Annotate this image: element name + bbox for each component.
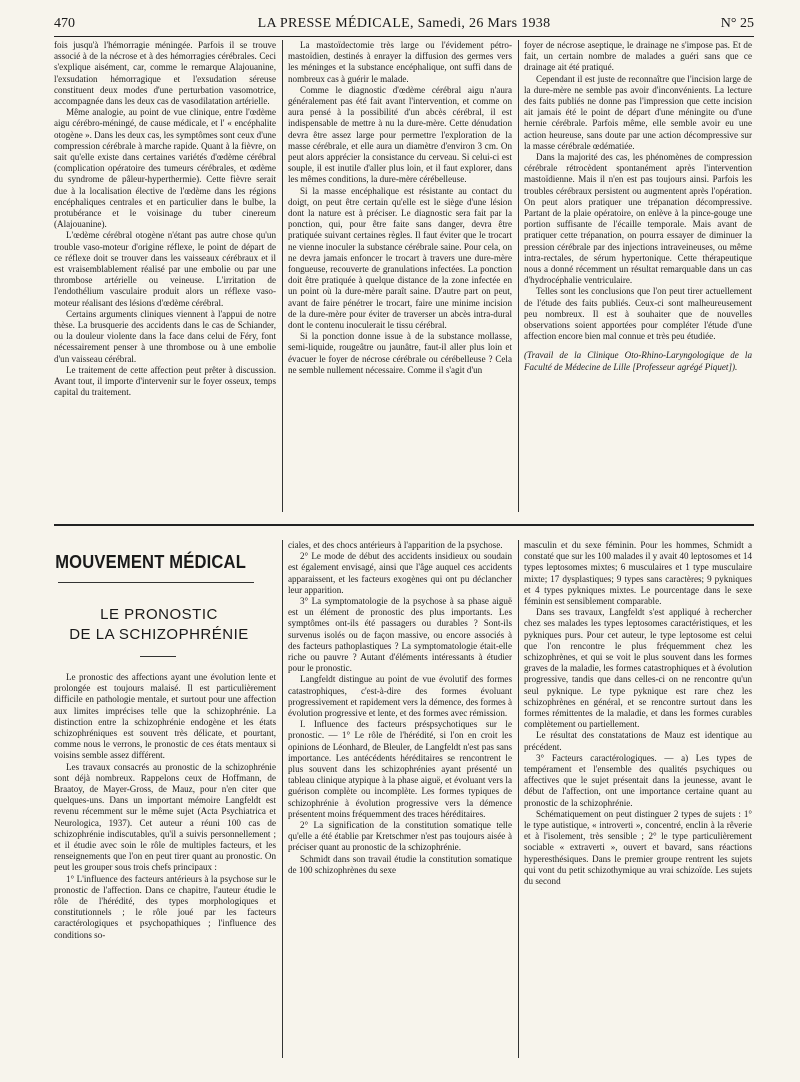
paragraph: Schmidt dans son travail étudie la constitution somatique de 100 schizophrènes du sexe (288, 853, 512, 875)
column-divider (282, 40, 283, 512)
column-divider (518, 540, 519, 1058)
paragraph: Telles sont les conclusions que l'on peut tirer actuellement de l'étude des faits publiés. Ceux-ci sont malheureusement peu nombreux. Il est à souhaiter que de nouvelles observations soient apportées pour compléter l'étude d'une affection encore bien mal connue et très peu étudiée. (524, 286, 752, 342)
column-divider (518, 40, 519, 512)
article-separator (54, 524, 754, 526)
title-rule (140, 656, 176, 657)
paragraph: Certains arguments cliniques viennent à l'appui de notre thèse. La brusquerie des accidents dans le cas de Schiander, ou la douleur violente dans la face dans celui de Féry, font nécessairement penser à une thrombose ou à une embolie d'un vaisseau cérébral. (54, 308, 276, 364)
article-title-line-2: DE LA SCHIZOPHRÉNIE (69, 626, 249, 643)
paragraph: Même analogie, au point de vue clinique, entre l'œdème aigu cérébro-méningé, de cause médicale, et l' « encéphalite otogène ». Dans les deux cas, les symptômes sont ceux d'une compression cérébrale à marche rapide. Quant à la fièvre, on sait qu'elle existe dans certaines variétés d'œdème cérébral (complication opératoire des tumeurs cérébrales, et œdème du syndrome de pâleur-hyperthermie). Cette fièvre serait due à la localisation élective de l'œdème dans les régions encéphaliques centrales et en particulier dans le bulbe, la protubérance et le voisinage du tuber cinereum (Alajouanine). (54, 107, 276, 230)
paragraph: La mastoïdectomie très large ou l'évidement pétro-mastoïdien, destinés à enrayer la diffusion des germes vers les méninges et la substance encéphalique, ont suffi dans de nombreux cas à guérir le malade. (288, 40, 512, 84)
paragraph: 1° L'influence des facteurs antérieurs à la psychose sur le pronostic de l'affection. Dans ce chapitre, l'auteur étudie le rôle de l'hérédité, des types morphologiques et constitutionnels ; le rôle joué par les facteurs caractérologiques et psychopathiques ; l'influence des conditions so- (54, 873, 276, 940)
page-number: 470 (54, 16, 75, 31)
paragraph: Le pronostic des affections ayant une évolution lente et prolongée est toujours malaisé. Il est particulièrement difficile en pathologie mentale, et surtout pour une affection aux limites imprécises telle que la schizophrénie. La distinction entre la schizophrénie endogène et les états schizophréniques est souvent très délicate, et pourtant, comme nous le verrons, le pronostic de ces états mentaux si voisins semble assez différent. (54, 672, 276, 761)
paragraph: Si la masse encéphalique est résistante au contact du doigt, on peut être certain qu'elle est le siège d'une lésion dont la nature est à préciser. Le diagnostic sera fait par la ponction, qui, pour être faite sans danger, devra être pratiquée suivant certaines règles. Il faut éviter que le trocart ne vienne inoculer la substance cérébrale saine. Pour cela, on ne devra jamais enfoncer le trocart à travers une dure-mère fongueuse, recouverte de granulations infectées. La ponction doit être pratiquée à quelque distance de la zone infectée en un point où la dure-mère paraît saine. D'autre part on peut, avant de faire pénétrer le trocart, faire une minime incision de la dure-mère pour éviter de traverser un abcès intra-dural dont le contenu inoculerait le tissu cérébral. (288, 185, 512, 331)
top-column-1 (54, 40, 276, 514)
bottom-column-2 (288, 540, 512, 1058)
paragraph: L'œdème cérébral otogène n'étant pas autre chose qu'un trouble vaso-moteur d'origine réflexe, le point de départ de ce réflexe doit se trouver dans les vaisseaux cérébraux et il est vraisemblablement réalisé par une embolie ou par une thrombose artérielle ou veineuse. L'irritation de l'endothélium vasculaire produit alors un réflexe vaso-moteur réalisant des lésions d'œdème cérébral. (54, 230, 276, 308)
paragraph: ciales, et des chocs antérieurs à l'apparition de la psychose. (288, 540, 503, 550)
paragraph: Les travaux consacrés au pronostic de la schizophrénie sont déjà nombreux. Rappelons ceux de Hoffmann, de Braatoy, de Mayer-Gross, de Mauz, pour n'en citer que quelques-uns. Dans un important mémoire Langfeldt est revenu récemment sur le même sujet (Acta Psychiatrica et Neurologica, 1937). Cet auteur a réuni 100 cas de schizophrénie indiscutables, qu'il a suivis personnellement ; et il étudie avec soin le rôle de multiples facteurs, et les renseignements que l'on en peut tirer quant au pronostic. On peut les grouper sous trois chefs principaux : (54, 761, 276, 873)
paragraph: Le traitement de cette affection peut prêter à discussion. Avant tout, il importe d'intervenir sur le foyer osseux, temps capital du traitement. (54, 364, 276, 398)
article-credit: (Travail de la Clinique Oto-Rhino-Laryngologique de la Faculté de Médecine de Lille [Professeur agrégé Piquet]). (524, 350, 752, 372)
paragraph: Si la ponction donne issue à de la substance mollasse, semi-liquide, rougeâtre ou jaunâtre, faut-il aller plus loin et évacuer le foyer de nécrose cérébrale ou cérébelleuse ? Cela ne semble nullement nécessaire. Comme il s'agit d'un (288, 331, 512, 375)
paragraph: I. Influence des facteurs préspsychotiques sur le pronostic. — 1° Le rôle de l'hérédité, si l'on en croit les opinions de Léonhard, de Bleuler, de Langfeldt n'est pas sans importance. Les antécédents héréditaires se rencontrent le plus souvent dans les schizophrénies ayant présenté un tableau clinique atypique à la phase aiguë, et évoluant vers la guérison complète ou incomplète. Les formes typiques de schizophrénie à évolution progressive vers la démence présentent moins fréquemment des traces héréditaires. (288, 719, 512, 819)
paragraph: Comme le diagnostic d'œdème cérébral aigu n'aura généralement pas été fait avant l'intervention, et comme on aura pensé à la possibilité d'un abcès cérébral, il est indispensable de mettre à nu la dure-mère. Cette dénudation devra être assez large pour permettre l'exploration de la masse cérébrale, et elle aura un diamètre d'environ 3 cm. On peut alors apprécier la consistance du cerveau. Si celui-ci est souple, il est inutile d'aller plus loin, et il faut explorer, dans les mêmes conditions, la dure-mère cérébelleuse. (288, 84, 512, 185)
top-column-2 (288, 40, 512, 514)
paragraph: Cependant il est juste de reconnaître que l'incision large de la dure-mère ne semble pas avoir d'inconvénients. La lecture des faits publiés ne donne pas l'impression que cette incision ait jamais été le point de départ d'une méningite ou d'une hernie cérébrale. Parfois même, elle semble avoir eu une action heureuse, sans doute par une action décompressive sur la masse cérébrale œdématiée. (524, 73, 752, 151)
paragraph: 3° Facteurs caractérologiques. — a) Les types de tempérament et l'ensemble des qualités psychiques ou affectives que le sujet présentait dans la jeunesse, avant le début de l'affection, ont une importance certaine quant au pronostic de la schizophrénie. (524, 752, 752, 808)
article-title-line-1: LE PRONOSTIC (100, 606, 218, 623)
section-title: MOUVEMENT MÉDICAL (55, 552, 247, 572)
paragraph: Schématiquement on peut distinguer 2 types de sujets : 1° le type autistique, « introverti », concentré, enclin à la rêverie et à l'isolement, très sensible ; 2° le type particulièrement sociable « extraverti », ouvert et bavard, sans réactions hyperesthésiques. Dans le premier groupe rentrent les sujets qui vont du petit schizothymique au vrai schizoïde. Les sujets du second (524, 808, 752, 887)
paragraph: foyer de nécrose aseptique, le drainage ne s'impose pas. Et de fait, un certain nombre de malades a guéri sans que ce drainage ait été pratiqué. (524, 40, 752, 73)
header-rule (54, 36, 754, 37)
paragraph: Langfeldt distingue au point de vue évolutif des formes catastrophiques, c'est-à-dire des formes évoluant progressivement et rapidement vers la démence, des formes à évolution progressive et lente, et des formes avec rémission. (288, 674, 512, 719)
paragraph: masculin et du sexe féminin. Pour les hommes, Schmidt a constaté que sur les 100 malades il y avait 40 leptosomes et 14 types leptosomes mixtes; 6 musculaires et 1 type musculaire mixte; 17 dysplastiques; 9 types sans caractères; 9 pykniques et 4 types pykniques mixtes. Le pourcentage dans le sexe féminin est sensiblement comparable. (524, 540, 752, 607)
column-divider (282, 540, 283, 1058)
paragraph: fois jusqu'à l'hémorragie méningée. Parfois il se trouve associé à de la nécrose et à des hémorragies cérébrales. Ceci s'explique aisément, car, comme le remarque Alajouanine, l'exsudation hémorragique et l'exsudation séreuse constituent deux modes d'une perturbation vasomotrice, accompagnée dans les deux cas de vasodilatation artérielle. (54, 40, 276, 107)
paragraph: 3° La symptomatologie de la psychose à sa phase aiguë est un élément de pronostic des plus importants. Les symptômes ont-ils été passagers ou durables ? Sont-ils survenus isolés ou de façon massive, ou encore associés à des facteurs pathoplastiques ? La symptomatologie était-elle riche ou pauvre ? Autant d'éléments intéressants à étudier pour le pronostic. (288, 596, 512, 674)
section-title-rule (58, 582, 254, 583)
paragraph: 2° La signification de la constitution somatique telle qu'elle a été établie par Kretschmer n'est pas toujours aisée à préciser quant au pronostic de la schizophrénie. (288, 820, 512, 853)
paragraph: Dans ses travaux, Langfeldt s'est appliqué à rechercher chez ses malades les types leptosomes caractéristiques, et les pykniques purs. Pour cet auteur, le type leptosome est celui que l'on rencontre le plus fréquemment chez les schizophrènes, et qui se voit le plus souvent dans les formes graves de la maladie, les formes catastrophiques et à évolution progressive, tandis que dans celles-ci on ne rencontre qu'un seul pyknique. Le type pyknique est rare chez les schizophrènes en général, et se rencontre surtout dans les formes rémittentes de la maladie, et dans les formes curables complètement ou partiellement. (524, 607, 752, 730)
top-column-3 (524, 40, 752, 514)
issue-number: N° 25 (720, 16, 754, 31)
paragraph: Dans la majorité des cas, les phénomènes de compression cérébrale rétrocèdent spontanément après l'intervention mastoïdienne. Mais il n'en est pas toujours ainsi. Parfois les troubles cérébraux persistent ou augmentent après l'opération. On peut alors pratiquer une trépanation décompressive. Partant de la plaie opératoire, on enlève à la pince-gouge une portion suffisante de l'écaille temporale. Mais avant de pratiquer cette trépanation, on pourra essayer de diminuer la pression cérébrale par des injections intraveineuses, ou même intra-rectales, de sérum hypertonique. Cette thérapeutique nous a donné récemment un résultat remarquable dans un cas d'hydrocéphalie ventriculaire. (524, 152, 752, 286)
running-header (54, 16, 754, 36)
bottom-column-3 (524, 540, 752, 1058)
paragraph: 2° Le mode de début des accidents insidieux ou soudain est également envisagé, ainsi que l'âge auquel ces accidents apparaissent, et les facteurs exogènes qui ont pu déclancher leur apparition. (288, 551, 512, 595)
bottom-column-1 (54, 672, 276, 1058)
paragraph: Le résultat des constatations de Mauz est identique au précédent. (524, 730, 752, 752)
journal-title: LA PRESSE MÉDICALE, Samedi, 26 Mars 1938 (257, 16, 551, 31)
